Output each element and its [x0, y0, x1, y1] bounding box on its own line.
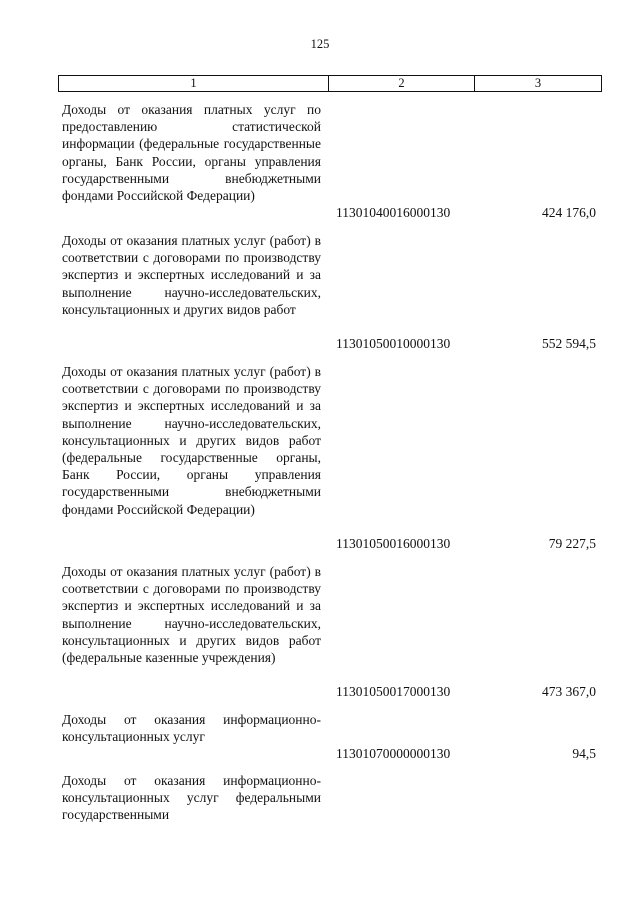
row-code: 11301050010000130 [336, 336, 451, 351]
page-number: 125 [310, 37, 330, 51]
row-description: Доходы от оказания платных услуг по предоставлению статистической информации (федеральные государственные органы, Банк России, органы управления государственными внебюджетными фондами Российской Федерации) [62, 102, 321, 204]
column-header-3: 3 [475, 76, 602, 92]
row-value: 94,5 [572, 746, 596, 761]
column-header-2: 2 [329, 76, 475, 92]
row-description: Доходы от оказания информационно-консультационных услуг [62, 712, 321, 745]
row-description: Доходы от оказания платных услуг (работ) в соответствии с договорами по производству экспертиз и экспертных исследований и за выполнение научно-исследовательских, консультационных и других видов работ (федеральные казенные учреждения) [62, 564, 321, 666]
row-code: 11301040016000130 [336, 205, 451, 220]
row-description: Доходы от оказания платных услуг (работ) в соответствии с договорами по производству экспертиз и экспертных исследований и за выполнение научно-исследовательских, консультационных и других видов работ [62, 233, 321, 317]
row-description: Доходы от оказания платных услуг (работ) в соответствии с договорами по производству экспертиз и экспертных исследований и за выполнение научно-исследовательских, консультационных и других видов работ (федеральные государственные органы, Банк России, органы управления государственными внебюджетными фондами Российской Федерации) [62, 364, 321, 517]
column-header-table [58, 75, 602, 92]
row-value: 79 227,5 [548, 536, 596, 551]
row-value: 473 367,0 [542, 684, 596, 699]
row-description: Доходы от оказания информационно-консультационных услуг федеральными государственными [62, 773, 321, 823]
row-code: 11301070000000130 [336, 746, 451, 761]
column-header-1: 1 [59, 76, 329, 92]
row-code: 11301050017000130 [336, 684, 451, 699]
column-header-row [59, 76, 602, 92]
row-value: 424 176,0 [542, 205, 596, 220]
row-code: 11301050016000130 [336, 536, 451, 551]
row-value: 552 594,5 [542, 336, 596, 351]
